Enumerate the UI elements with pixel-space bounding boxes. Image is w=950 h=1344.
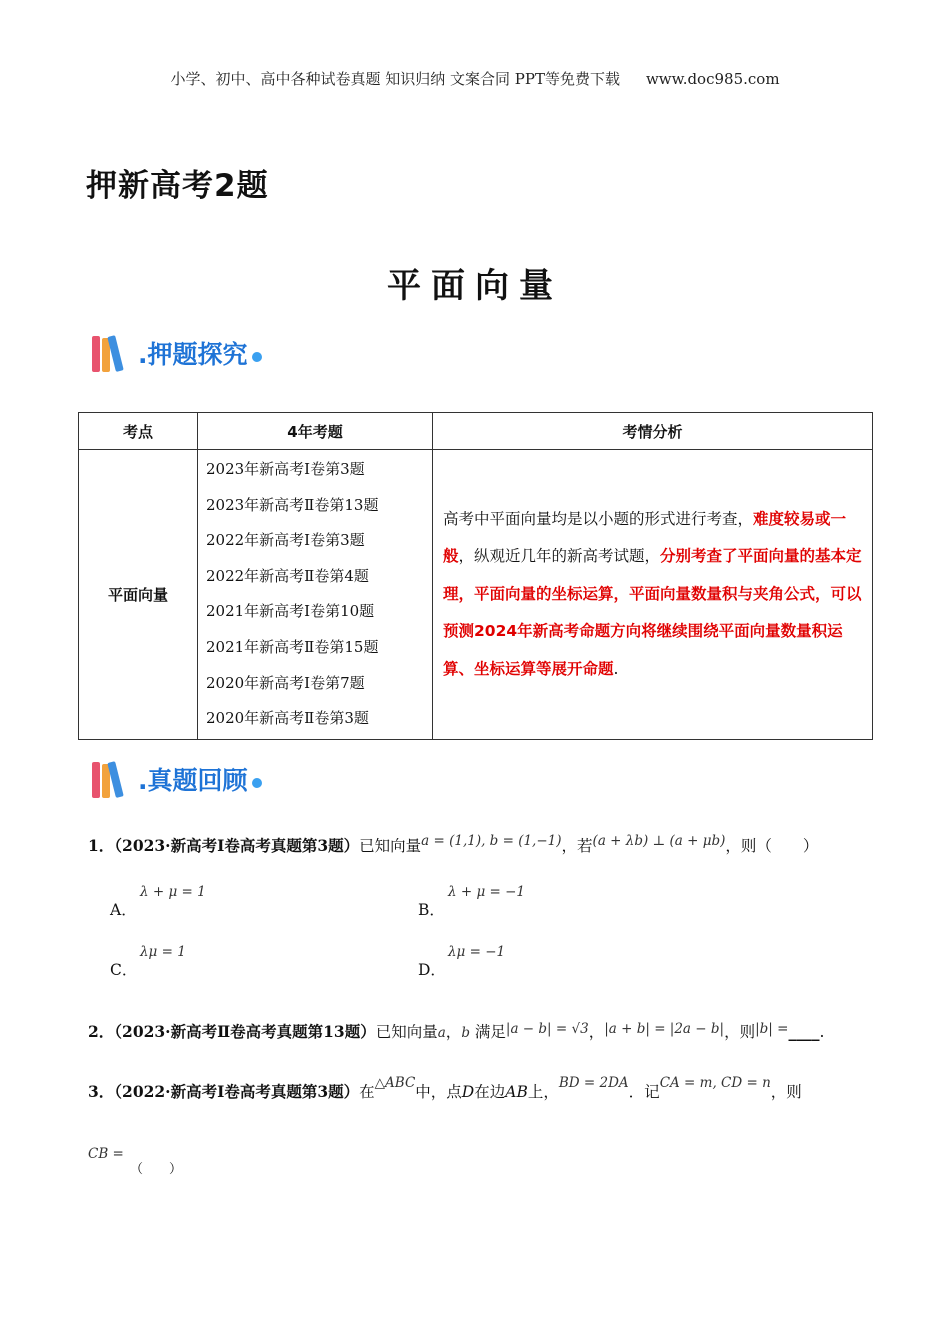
question-text: ．记 — [628, 1083, 660, 1101]
option-d-label[interactable]: D． — [418, 961, 446, 979]
analysis-highlight: 分别考查了平面向量的基本定理，平面向量的坐标运算，平面向量数量积与夹角公式，可以预测2024年新高考命题方向将继续围绕平面向量数量积运算、坐标运算等展开命题 — [443, 547, 862, 678]
question-text: ， — [445, 1023, 462, 1041]
option-a-math: λ + μ = 1 — [140, 884, 206, 900]
analysis-text: 高考中平面向量均是以小题的形式进行考查， — [443, 509, 754, 528]
question-3 — [88, 1075, 802, 1102]
option-d-math: λμ = −1 — [448, 944, 506, 960]
question-text: 已知向量 — [375, 1023, 438, 1041]
year-item: 2022年新高考Ⅱ卷第4题 — [206, 566, 369, 585]
analysis-text: ，纵观近几年的新高考试题， — [458, 547, 661, 566]
question-number: 2． — [88, 1022, 115, 1041]
question-source: （2023·新高考Ⅰ卷高考真题第3题） — [114, 836, 360, 855]
section-heading-explore — [92, 334, 262, 372]
math-expression: |a + b| = |2a − b| — [604, 1021, 725, 1037]
year-item: 2020年新高考Ⅰ卷第7题 — [206, 673, 365, 692]
year-item: 2020年新高考Ⅱ卷第3题 — [206, 709, 369, 728]
option-c-math: λμ = 1 — [140, 944, 186, 960]
question-2 — [88, 1020, 824, 1042]
year-item: 2023年新高考Ⅰ卷第3题 — [206, 460, 365, 478]
year-item: 2023年新高考Ⅱ卷第13题 — [206, 495, 379, 514]
math-expression: CA = m, CD = n — [659, 1075, 771, 1091]
question-1 — [88, 834, 818, 856]
section-heading-review — [92, 760, 262, 798]
question-text: 上， — [527, 1083, 559, 1101]
analysis-highlight: 难度较易或一般 — [443, 509, 847, 566]
option-b-math: λ + μ = −1 — [448, 884, 526, 900]
header-text: 小学、初中、高中各种试卷真题 知识归纳 文案合同 PPT等免费下载 — [170, 70, 620, 88]
analysis-cell — [433, 450, 873, 740]
math-expression: BD = 2DA — [558, 1075, 629, 1091]
page-title: 押新高考2题 — [86, 168, 269, 204]
table-row — [79, 450, 873, 740]
dot-icon — [252, 352, 262, 362]
header-url[interactable]: www.doc985.com — [645, 70, 780, 88]
math-expression: △ABC — [374, 1075, 416, 1091]
page-header — [0, 68, 950, 89]
option-c-label[interactable]: C． — [110, 961, 138, 979]
question-text: ， — [588, 1023, 605, 1041]
section-label: .真题回顾 — [138, 766, 248, 795]
answer-blank[interactable]: ____ — [788, 1022, 820, 1041]
question-text: ，则 — [724, 1023, 756, 1041]
question-text: . — [819, 1023, 825, 1041]
question-text: ，则 — [770, 1083, 802, 1101]
books-icon — [92, 334, 136, 372]
topic-cell: 平面向量 — [79, 450, 198, 740]
math-expression: |b| = — [755, 1021, 789, 1037]
question-text: ，若 — [561, 837, 593, 855]
math-expression: CB = — [88, 1146, 124, 1162]
question-number: 1． — [88, 836, 115, 855]
col-header-analysis: 考情分析 — [433, 413, 873, 450]
question-source: （2023·新高考Ⅱ卷高考真题第13题） — [114, 1022, 376, 1041]
question-text: 满足 — [474, 1023, 506, 1041]
point-label: D — [461, 1083, 475, 1101]
segment-label: AB — [505, 1083, 528, 1101]
question-text: 中，点 — [415, 1083, 462, 1101]
math-expression: |a − b| = √3 — [505, 1021, 589, 1037]
option-b-label[interactable]: B． — [418, 901, 445, 919]
question-text: ，则（ ） — [725, 837, 819, 855]
analysis-text: . — [613, 659, 619, 678]
year-item: 2021年新高考Ⅱ卷第15题 — [206, 637, 379, 656]
math-expression: a = (1,1), b = (1,−1) — [421, 833, 562, 849]
dot-icon — [252, 778, 262, 788]
analysis-table — [78, 412, 873, 740]
col-header-topic: 考点 — [79, 413, 198, 450]
math-expression: (a + λb) ⊥ (a + μb) — [592, 833, 726, 849]
year-item: 2022年新高考Ⅰ卷第3题 — [206, 531, 365, 550]
section-label: .押题探究 — [138, 340, 248, 369]
col-header-years: 4年考题 — [198, 413, 433, 450]
topic-title: 平面向量 — [387, 266, 563, 306]
answer-paren[interactable]: （ ） — [130, 1162, 183, 1177]
question-number: 3． — [88, 1082, 115, 1101]
books-icon — [92, 760, 136, 798]
question-text: 在 — [359, 1083, 375, 1101]
option-a-label[interactable]: A． — [110, 901, 137, 919]
year-item: 2021年新高考Ⅰ卷第10题 — [206, 602, 375, 621]
question-text: 在边 — [474, 1083, 506, 1101]
math-expression: a — [437, 1025, 446, 1041]
question-source: （2022·新高考Ⅰ卷高考真题第3题） — [114, 1082, 360, 1101]
math-expression: b — [461, 1025, 470, 1041]
years-cell — [198, 450, 433, 740]
question-text: 已知向量 — [359, 837, 422, 855]
